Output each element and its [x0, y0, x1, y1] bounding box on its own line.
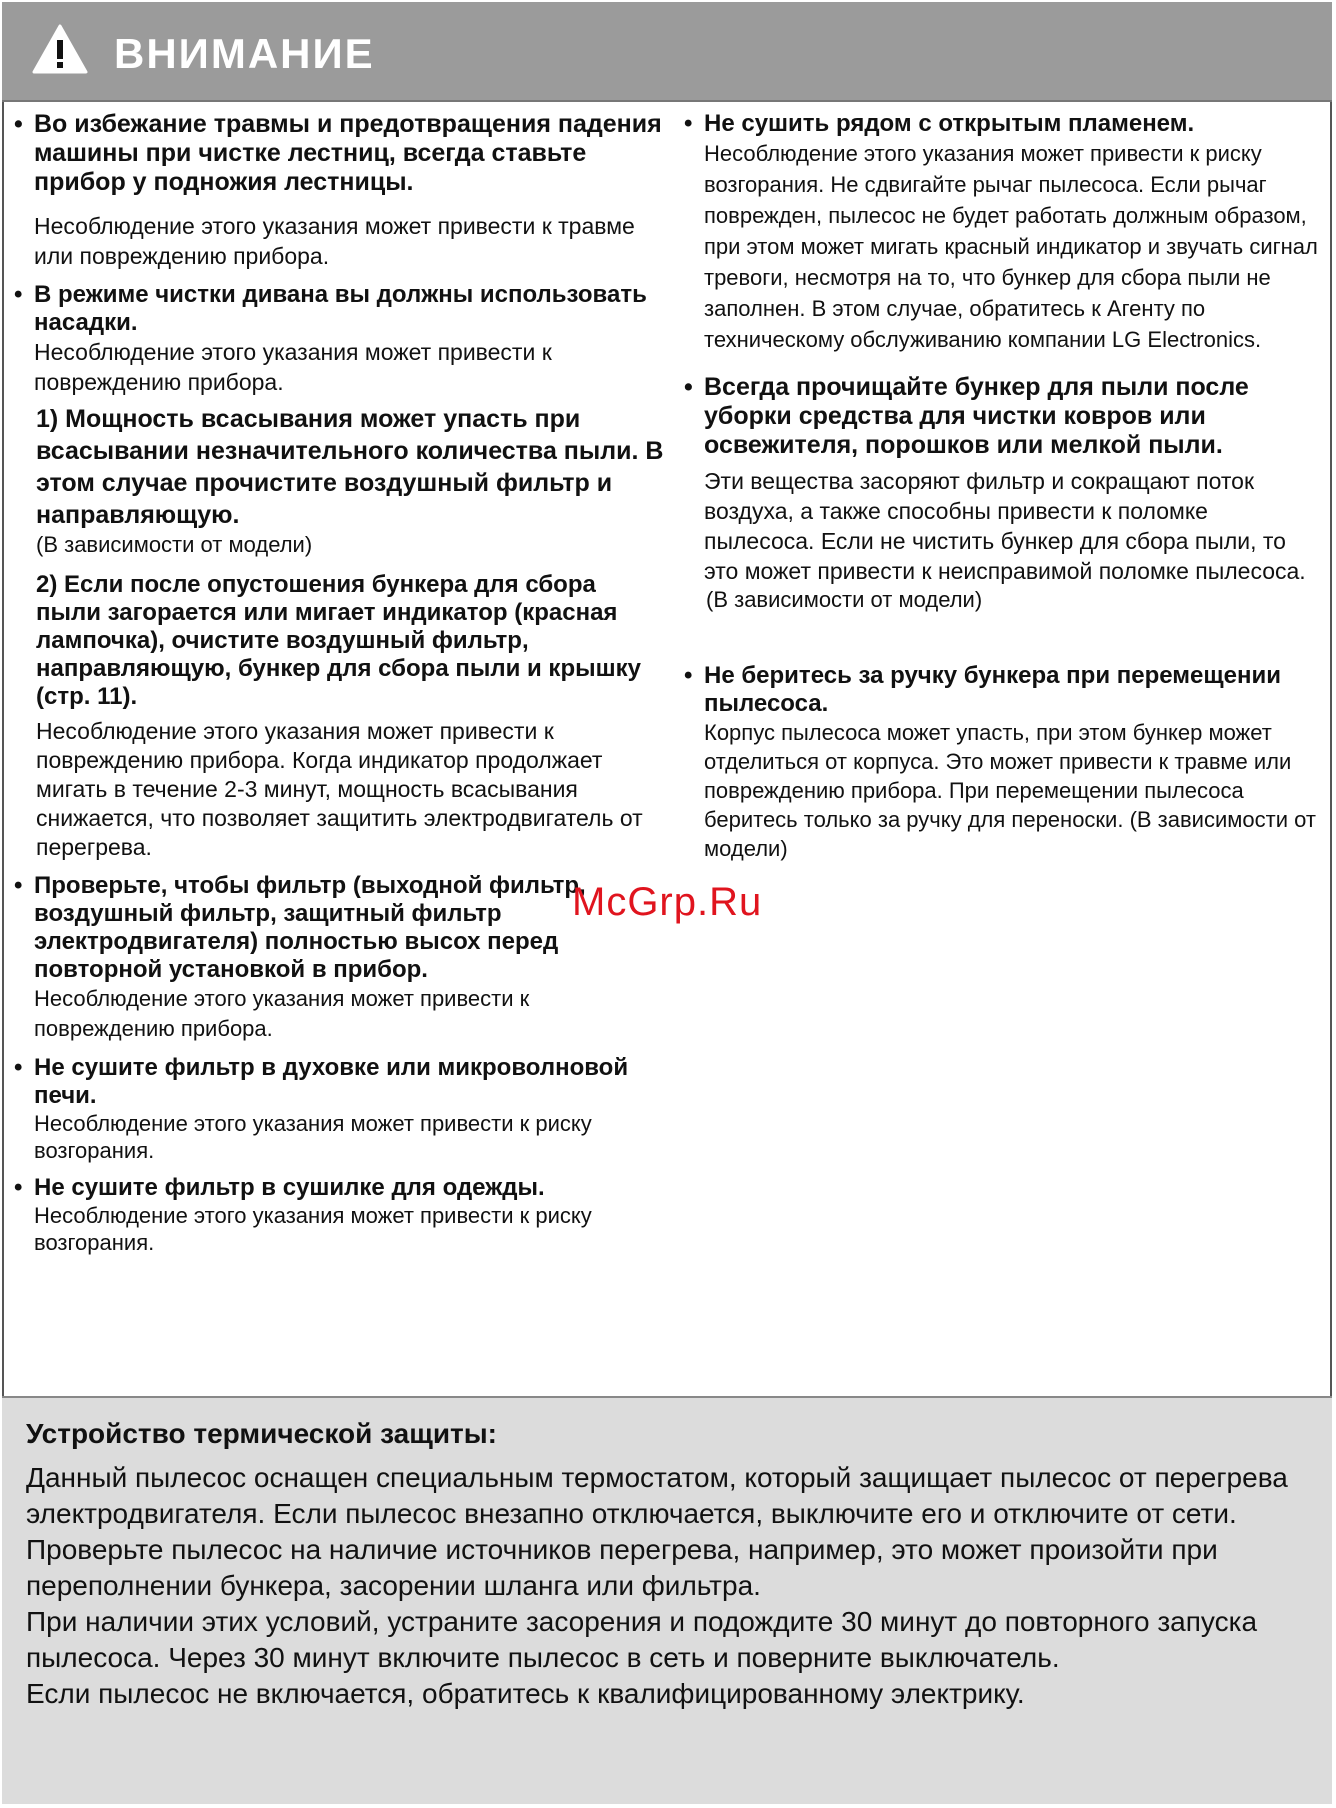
right-column	[684, 110, 1324, 873]
warning-item-sofa	[14, 281, 664, 862]
thermal-paragraph: При наличии этих условий, устраните засорения и подождите 30 минут до повторного запуска пылесоса. Через 30 минут включите пылесос в сеть и поверните выключатель.	[26, 1606, 1258, 1673]
bullet: •	[14, 110, 23, 138]
item-text: Несоблюдение этого указания может привести к повреждению прибора.	[34, 986, 530, 1041]
warning-item-flame	[684, 110, 1324, 355]
item-text: Несоблюдение этого указания может привести к повреждению прибора. Когда индикатор продолжает мигать в течение 2-3 минут, мощность всасывания снижается, что позволяет защитить электродвигатель от перегрева.	[36, 718, 643, 860]
bullet: •	[684, 110, 693, 137]
item-heading: Не беритесь за ручку бункера при перемещении пылесоса.	[704, 662, 1281, 717]
item-text: Несоблюдение этого указания может привести к риску возгорания. Не сдвигайте рычаг пылесоса. Если рычаг поврежден, пылесос не будет работать должным образом, при этом может мигать красный индикатор и звучать сигнал тревоги, несмотря на то, что бункер для сбора пыли не заполнен. В этом случае, обратитесь к Агенту по техническому обслуживанию компании LG Electronics.	[704, 141, 1318, 352]
model-note: (В зависимости от модели)	[36, 532, 313, 557]
bullet: •	[14, 1174, 23, 1201]
bullet: •	[684, 662, 693, 689]
thermal-protection-section	[2, 1396, 1332, 1804]
bullet: •	[14, 1054, 23, 1081]
subitem-2-heading: 2) Если после опустошения бункера для сбора пыли загорается или мигает индикатор (красная лампочка), очистите воздушный фильтр, направляющую, бункер для сбора пыли и крышку (стр. 11).	[36, 571, 641, 710]
bullet: •	[14, 281, 23, 308]
item-text: Несоблюдение этого указания может привести к травме или повреждению прибора.	[34, 213, 635, 269]
watermark: McGrp.Ru	[572, 880, 763, 924]
item-text: Несоблюдение этого указания может привести к повреждению прибора.	[34, 339, 552, 395]
model-note: (В зависимости от модели)	[706, 587, 983, 612]
subitem-1-heading: 1) Мощность всасывания может упасть при всасывании незначительного количества пыли. В этом случае прочистите воздушный фильтр и направляющую.	[36, 405, 664, 529]
section-heading: Устройство термической защиты:	[26, 1418, 497, 1449]
warning-item-handle	[684, 662, 1324, 863]
left-column	[14, 110, 664, 1266]
warning-header	[2, 2, 1332, 102]
thermal-paragraph: Данный пылесос оснащен специальным термостатом, который защищает пылесос от перегрева электродвигателя. Если пылесос внезапно отключается, выключите его и отключите от сети.	[26, 1462, 1288, 1529]
item-text: Эти вещества засоряют фильтр и сокращают поток воздуха, а также способны привести к поломке пылесоса. Если не чистить бункер для сбора пыли, то это может привести к неисправимой поломке пылесоса.	[704, 468, 1306, 584]
item-heading: Всегда прочищайте бункер для пыли после уборки средства для чистки ковров или освежителя, порошков или мелкой пыли.	[704, 373, 1249, 459]
warning-triangle-icon	[32, 24, 88, 74]
warning-item-dust-bin	[684, 373, 1324, 614]
page-title: ВНИМАНИЕ	[114, 30, 375, 77]
item-text: Несоблюдение этого указания может привести к риску возгорания.	[34, 1203, 592, 1255]
warning-item-dryer	[14, 1174, 664, 1256]
warning-item-stairs	[14, 110, 664, 271]
bullet: •	[14, 872, 23, 899]
thermal-paragraph: Если пылесос не включается, обратитесь к квалифицированному электрику.	[26, 1678, 1025, 1709]
item-heading: Не сушите фильтр в сушилке для одежды.	[34, 1174, 545, 1201]
warning-item-oven	[14, 1054, 664, 1164]
item-text: Корпус пылесоса может упасть, при этом бункер может отделиться от корпуса. Это может привести к травме или повреждению прибора. При перемещении пылесоса беритесь только за ручку для переноски. (В зависимости от модели)	[704, 720, 1316, 861]
warning-item-dry-filter	[14, 872, 664, 1044]
item-text: Несоблюдение этого указания может привести к риску возгорания.	[34, 1111, 592, 1163]
item-heading: Не сушить рядом с открытым пламенем.	[704, 110, 1195, 137]
item-heading: Проверьте, чтобы фильтр (выходной фильтр, воздушный фильтр, защитный фильтр электродвигателя) полностью высох перед повторной установкой в прибор.	[34, 872, 586, 983]
bullet: •	[684, 373, 693, 401]
item-heading: Не сушите фильтр в духовке или микроволновой печи.	[34, 1054, 629, 1109]
item-heading: Во избежание травмы и предотвращения падения машины при чистке лестниц, всегда ставьте прибор у подножия лестницы.	[34, 110, 662, 196]
item-heading: В режиме чистки дивана вы должны использовать насадки.	[34, 281, 647, 336]
thermal-paragraph: Проверьте пылесос на наличие источников перегрева, например, это может произойти при переполнении бункера, засорении шланга или фильтра.	[26, 1534, 1218, 1601]
